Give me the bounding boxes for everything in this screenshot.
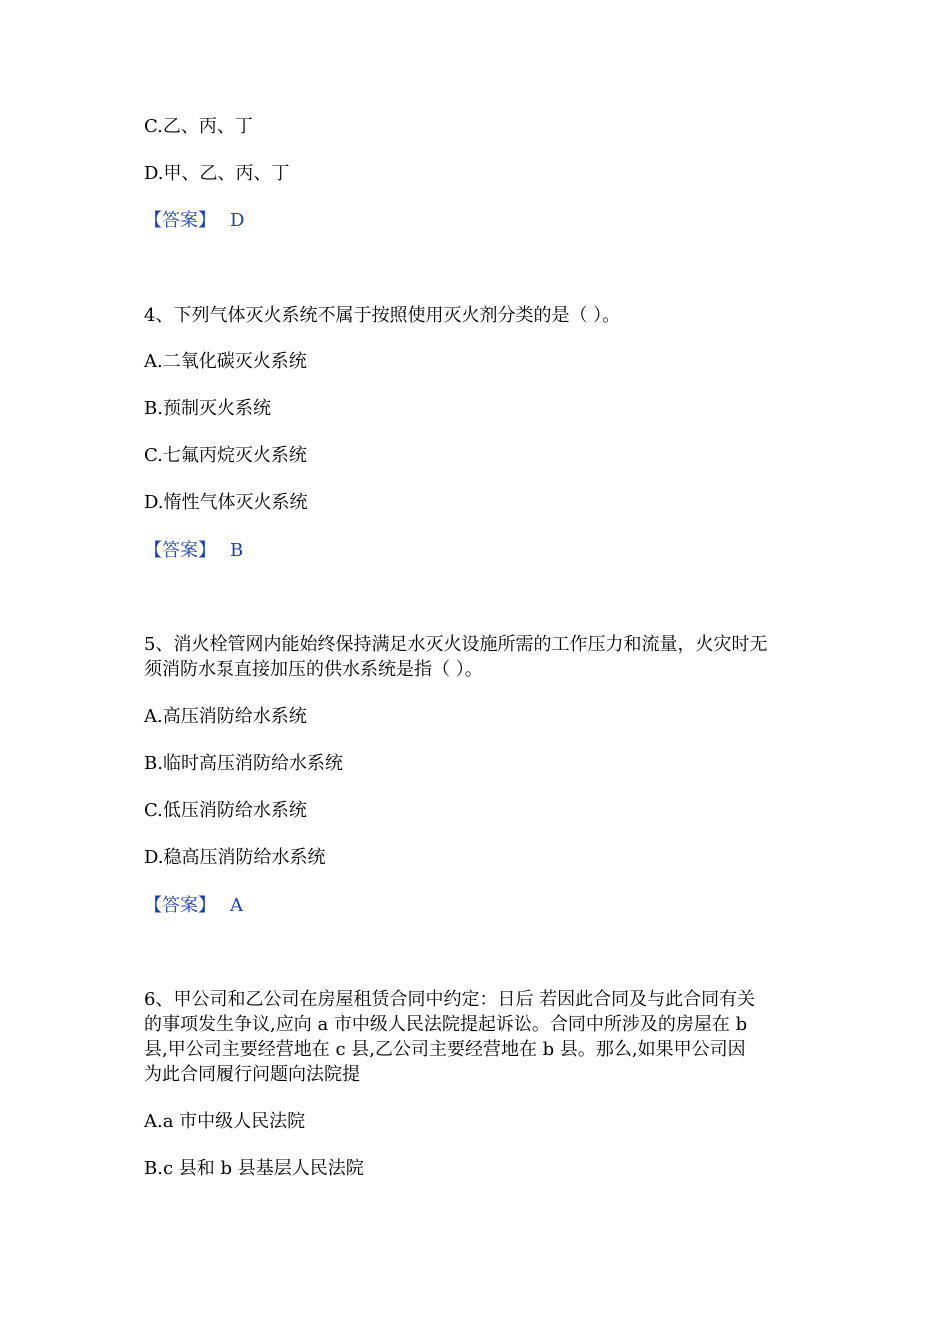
answer-label: 【答案】 xyxy=(144,540,216,561)
q4-option-a: A.二氧化碳灭火系统 xyxy=(144,351,307,372)
q5-stem-line-2: 须消防水泵直接加压的供水系统是指（ ）。 xyxy=(144,659,483,680)
q3-option-d: D.甲、乙、丙、丁 xyxy=(144,163,290,184)
answer-value: A xyxy=(230,895,243,916)
q6-option-a: A.a 市中级人民法院 xyxy=(144,1111,306,1132)
q5-stem-line-1: 5、消火栓管网内能始终保持满足水灭火设施所需的工作压力和流量，火灾时无 xyxy=(144,634,768,655)
answer-value: B xyxy=(230,540,244,561)
q3-option-c: C.乙、丙、丁 xyxy=(144,116,253,137)
q4-option-c: C.七氟丙烷灭火系统 xyxy=(144,445,307,466)
q3-answer xyxy=(144,209,244,233)
answer-label: 【答案】 xyxy=(144,895,216,916)
q5-answer xyxy=(144,894,243,918)
q6-stem-line-3: 县,甲公司主要经营地在 c 县,乙公司主要经营地在 b 县。那么,如果甲公司因 xyxy=(144,1039,746,1060)
answer-value: D xyxy=(230,210,245,231)
q6-option-b: B.c 县和 b 县基层人民法院 xyxy=(144,1158,364,1179)
q5-option-c: C.低压消防给水系统 xyxy=(144,800,307,821)
q6-stem-line-4: 为此合同履行问题向法院提 xyxy=(144,1064,360,1085)
q4-option-d: D.惰性气体灭火系统 xyxy=(144,492,308,513)
q5-option-a: A.高压消防给水系统 xyxy=(144,706,307,727)
q5-option-b: B.临时高压消防给水系统 xyxy=(144,753,343,774)
q5-option-d: D.稳高压消防给水系统 xyxy=(144,847,326,868)
q6-stem-line-1: 6、甲公司和乙公司在房屋租赁合同中约定：日后 若因此合同及与此合同有关 xyxy=(144,989,756,1010)
q4-stem: 4、下列气体灭火系统不属于按照使用灭火剂分类的是（ ）。 xyxy=(144,305,621,326)
q6-stem-line-2: 的事项发生争议,应向 a 市中级人民法院提起诉讼。合同中所涉及的房屋在 b xyxy=(144,1014,748,1035)
q4-answer xyxy=(144,539,243,563)
answer-label: 【答案】 xyxy=(144,210,216,231)
q4-option-b: B.预制灭火系统 xyxy=(144,398,271,419)
